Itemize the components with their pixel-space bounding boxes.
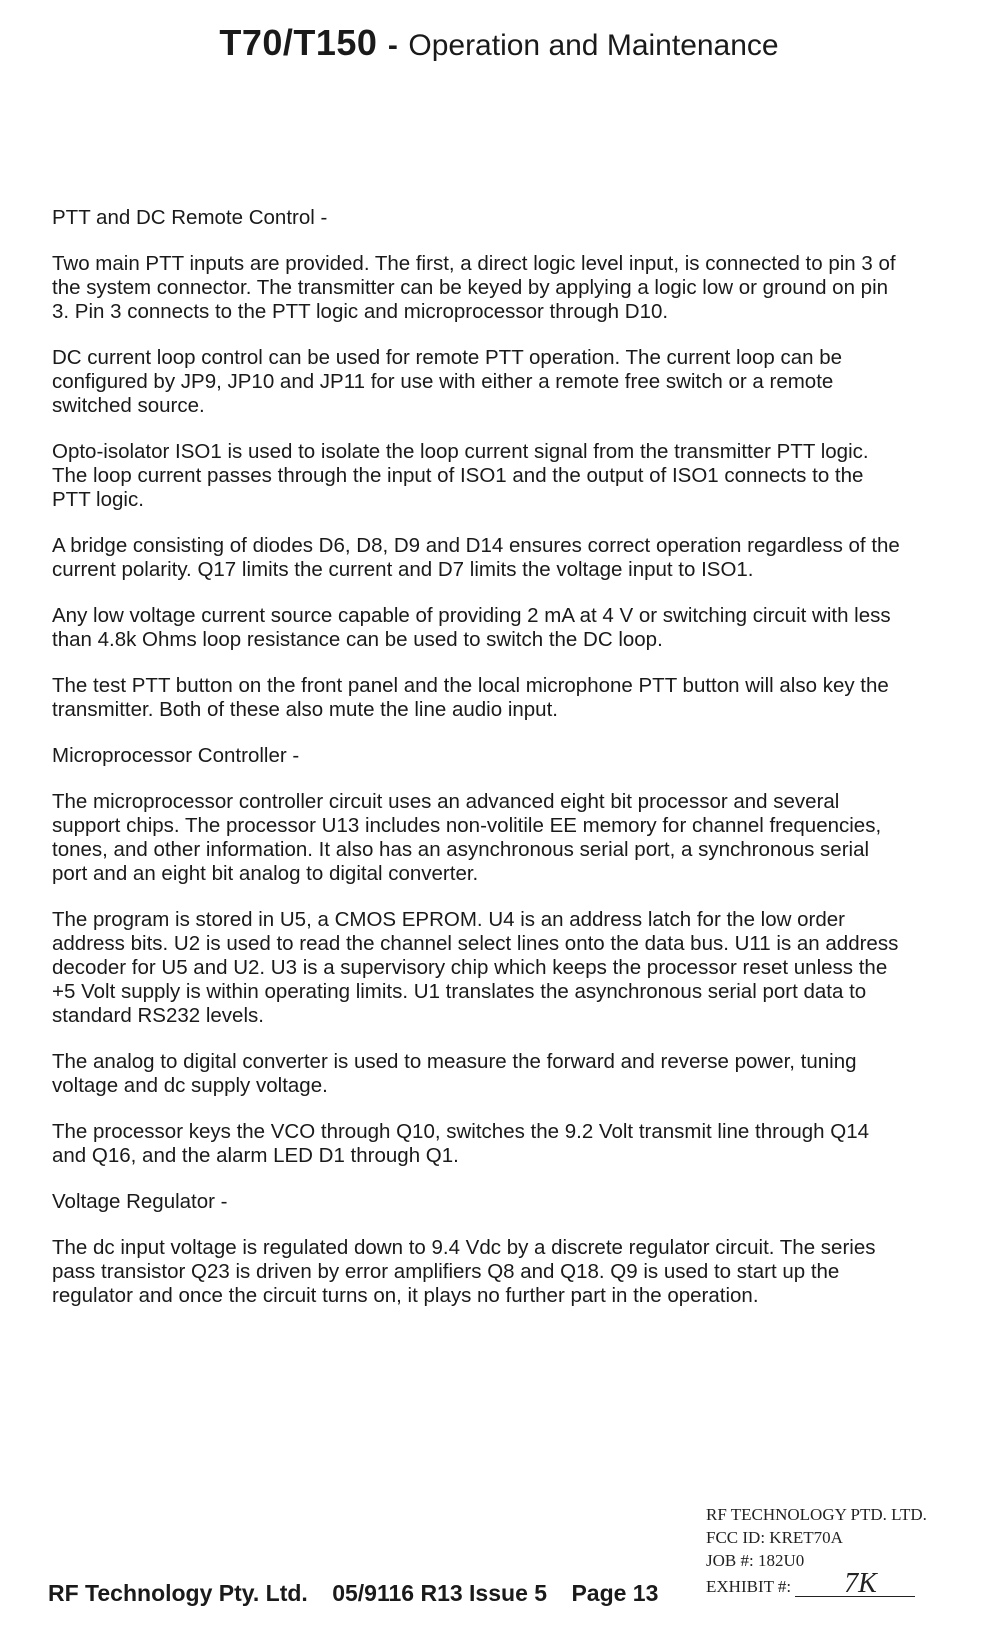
stamp-job: JOB #: 182U0 (706, 1551, 805, 1570)
fcc-stamp (706, 1503, 986, 1598)
stamp-exhibit-value: 7K (795, 1572, 915, 1597)
paragraph: The dc input voltage is regulated down to 9.4 Vdc by a discrete regulator circuit. The series pass transistor Q23 is driven by error amplifiers Q8 and Q18. Q9 is used to start up the regulator and once the circuit turns on, it plays no further part in the operation. (52, 1236, 876, 1307)
stamp-fcc-id: FCC ID: KRET70A (706, 1528, 843, 1547)
footer-page-number: Page 13 (571, 1580, 659, 1606)
paragraph: The program is stored in U5, a CMOS EPROM. U4 is an address latch for the low order address bits. U2 is used to read the channel select lines onto the data bus. U11 is an address decoder for U5 and U2. U3 is a supervisory chip which keeps the processor reset unless the +5 Volt supply is within operating limits. U1 translates the asynchronous serial port data to standard RS232 levels. (52, 908, 899, 1027)
paragraph: Any low voltage current source capable of providing 2 mA at 4 V or switching circuit with less than 4.8k Ohms loop resistance can be used to switch the DC loop. (52, 604, 891, 651)
stamp-exhibit (706, 1568, 986, 1599)
body-text (52, 206, 902, 1330)
paragraph: The analog to digital converter is used to measure the forward and reverse power, tuning voltage and dc supply voltage. (52, 1050, 857, 1097)
paragraph: DC current loop control can be used for remote PTT operation. The current loop can be configured by JP9, JP10 and JP11 for use with either a remote free switch or a remote switched source. (52, 346, 843, 417)
section-heading-voltage-regulator: Voltage Regulator - (52, 1190, 228, 1213)
footer-doc-number: 05/9116 R13 Issue 5 (332, 1580, 548, 1606)
model-number: T70/T150 (219, 22, 378, 63)
title-separator: - (387, 29, 398, 62)
section-heading-ptt: PTT and DC Remote Control - (52, 206, 328, 229)
stamp-company: RF TECHNOLOGY PTD. LTD. (706, 1505, 927, 1524)
paragraph: The processor keys the VCO through Q10, switches the 9.2 Volt transmit line through Q14 and Q16, and the alarm LED D1 through Q1. (52, 1120, 869, 1167)
stamp-exhibit-label: EXHIBIT #: (706, 1577, 792, 1596)
page-footer (48, 1580, 676, 1607)
paragraph: The test PTT button on the front panel and the local microphone PTT button will also key the transmitter. Both of these also mute the line audio input. (52, 674, 889, 721)
paragraph: A bridge consisting of diodes D6, D8, D9 and D14 ensures correct operation regardless of the current polarity. Q17 limits the current and D7 limits the voltage input to ISO1. (52, 534, 900, 581)
paragraph: Two main PTT inputs are provided. The first, a direct logic level input, is connected to pin 3 of the system connector. The transmitter can be keyed by applying a logic low or ground on pin 3. Pin 3 connects to the PTT logic and microprocessor through D10. (52, 252, 896, 323)
page-title (0, 22, 998, 64)
paragraph: The microprocessor controller circuit uses an advanced eight bit processor and several support chips. The processor U13 includes non-volitile EE memory for channel frequencies, tones, and other information. It also has an asynchronous serial port, a synchronous serial port and an eight bit analog to digital converter. (52, 790, 882, 885)
section-heading-microprocessor: Microprocessor Controller - (52, 744, 300, 767)
paragraph: Opto-isolator ISO1 is used to isolate the loop current signal from the transmitter PTT logic. The loop current passes through the input of ISO1 and the output of ISO1 connects to the PTT logic. (52, 440, 869, 511)
title-subtitle: Operation and Maintenance (408, 29, 779, 62)
footer-company: RF Technology Pty. Ltd. (48, 1580, 308, 1606)
